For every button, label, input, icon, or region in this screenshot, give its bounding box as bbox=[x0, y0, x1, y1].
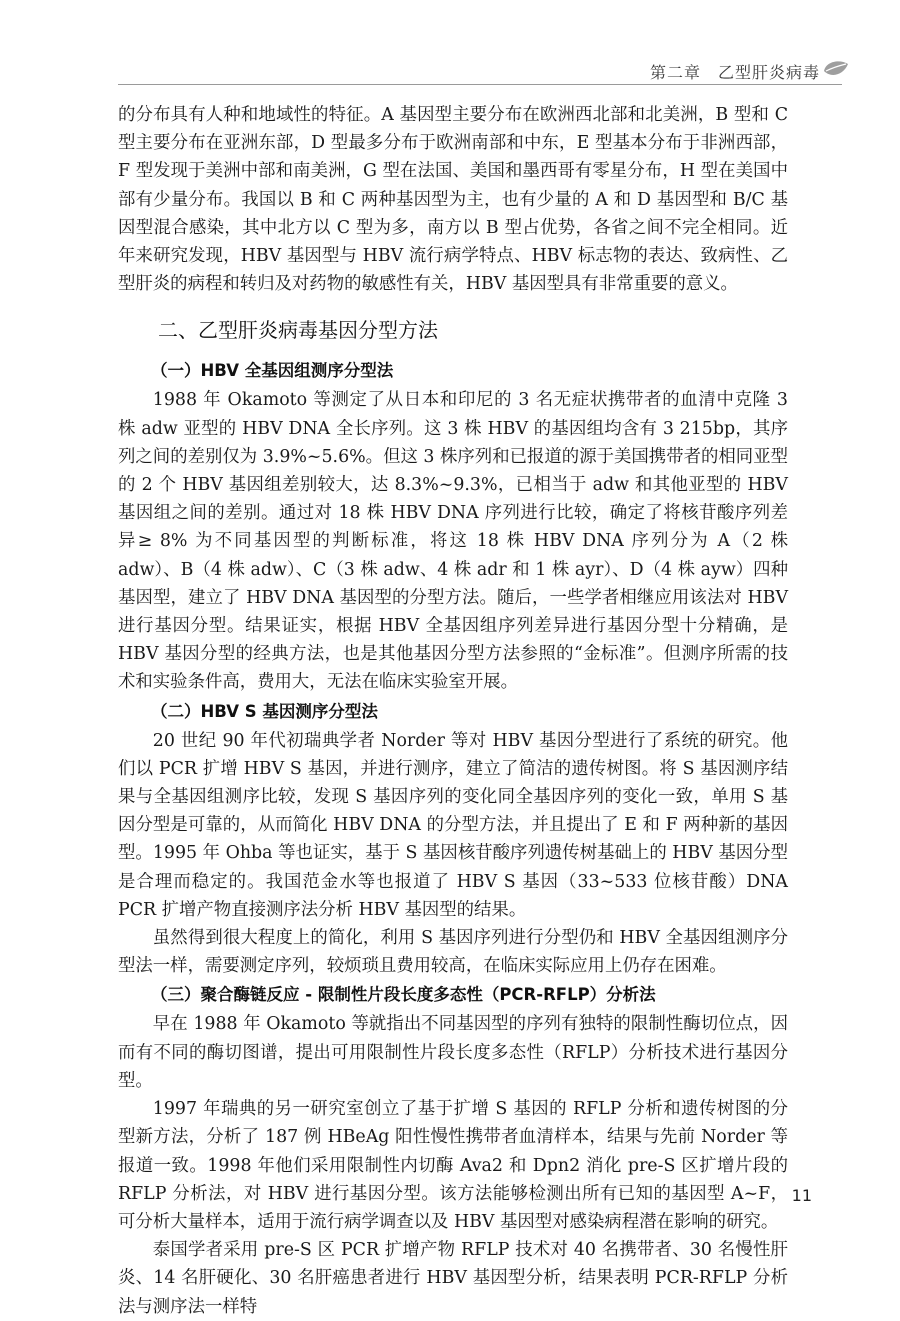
paragraph-4: 早在 1988 年 Okamoto 等就指出不同基因型的序列有独特的限制性酶切位点，因而有不同的酶切图谱，提出可用限制性片段长度多态性（RFLP）分析技术进行基因分型。 bbox=[118, 1014, 788, 1091]
paragraph-1: 1988 年 Okamoto 等测定了从日本和印尼的 3 名无症状携带者的血清中克隆 3 株 adw 亚型的 HBV DNA 全长序列。这 3 株 HBV 的基因组均含有 3 215bp，其序列之间的差别仅为 3.9%~5.6%。但这 3 株序列和已报道的源于美国携带者的相同亚型的 2 个 HBV 基因组差别较大，达 8.3%~9.3%，已相当于 adw 和其他亚型的 HBV 基因组之间的差别。通过对 18 株 HBV DNA 序列进行比较，确定了将核苷酸序列差异≥ 8% 为不同基因型的判断标准，将这 18 株 HBV DNA 序列分为 A（2 株 adw）、B（4 株 adw）、C（3 株 adw、4 株 adr 和 1 株 ayr）、D（4 株 ayw）四种基因型，建立了 HBV DNA 基因型的分型方法。随后，一些学者相继应用该法对 HBV 进行基因分型。结果证实，根据 HBV 全基因组序列差异进行基因分型十分精确，是 HBV 基因分型的经典方法，也是其他基因分型方法参照的“金标准”。但测序所需的技术和实验条件高，费用大，无法在临床实验室开展。 bbox=[118, 390, 788, 693]
paragraph-intro: 的分布具有人种和地域性的特征。A 基因型主要分布在欧洲西北部和北美洲，B 型和 C 型主要分布在亚洲东部，D 型最多分布于欧洲南部和中东，E 型基本分布于非洲西部，F 型发现于美洲中部和南美洲，G 型在法国、美国和墨西哥有零星分布，H 型在美国中部有少量分布。我国以 B 和 C 两种基因型为主，也有少量的 A 和 D 基因型和 B/C 基因型混合感染，其中北方以 C 型为多，南方以 B 型占优势，各省之间不完全相同。近年来研究发现，HBV 基因型与 HBV 流行病学特点、HBV 标志物的表达、致病性、乙型肝炎的病程和转归及对药物的敏感性有关，HBV 基因型具有非常重要的意义。 bbox=[118, 105, 788, 295]
subsection-title-3: （三）聚合酶链反应 - 限制性片段长度多态性（PCR-RFLP）分析法 bbox=[151, 985, 656, 1005]
leaf-icon bbox=[822, 58, 850, 80]
running-head: 第二章 乙型肝炎病毒 bbox=[649, 63, 820, 82]
paragraph-2: 20 世纪 90 年代初瑞典学者 Norder 等对 HBV 基因分型进行了系统的研究。他们以 PCR 扩增 HBV S 基因，并进行测序，建立了简洁的遗传树图。将 S 基因测序结果与全基因组测序比较，发现 S 基因序列的变化同全基因序列的变化一致，单用 S 基因分型是可靠的，从而简化 HBV DNA 的分型方法，并且提出了 E 和 F 两种新的基因型。1995 年 Ohba 等也证实，基于 S 基因核苷酸序列遗传树基础上的 HBV 基因分型是合理而稳定的。我国范金水等也报道了 HBV S 基因（33~533 位核苷酸）DNA PCR 扩增产物直接测序法分析 HBV 基因型的结果。 bbox=[118, 730, 788, 920]
subsection-title-1: （一）HBV 全基因组测序分型法 bbox=[151, 361, 394, 381]
page-header bbox=[0, 0, 900, 88]
section-title: 二、乙型肝炎病毒基因分型方法 bbox=[158, 318, 438, 343]
page-number: 11 bbox=[791, 1186, 812, 1205]
page-body bbox=[118, 101, 788, 1321]
paragraph-3: 虽然得到很大程度上的简化，利用 S 基因序列进行分型仍和 HBV 全基因组测序分型法一样，需要测定序列，较烦琐且费用较高，在临床实际应用上仍存在困难。 bbox=[118, 928, 788, 977]
paragraph-6: 泰国学者采用 pre-S 区 PCR 扩增产物 RFLP 技术对 40 名携带者、30 名慢性肝炎、14 名肝硬化、30 名肝癌患者进行 HBV 基因型分析，结果表明 PCR-RFLP 分析法与测序法一样特 bbox=[118, 1240, 788, 1317]
header-rule bbox=[118, 84, 842, 85]
subsection-title-2: （二）HBV S 基因测序分型法 bbox=[151, 701, 378, 721]
paragraph-5: 1997 年瑞典的另一研究室创立了基于扩增 S 基因的 RFLP 分析和遗传树图的分型新方法，分析了 187 例 HBeAg 阳性慢性携带者血清样本，结果与先前 Norder 等报道一致。1998 年他们采用限制性内切酶 Ava2 和 Dpn2 消化 pre-S 区扩增片段的 RFLP 分析法，对 HBV 进行基因分型。该方法能够检测出所有已知的基因型 A~F，可分析大量样本，适用于流行病学调查以及 HBV 基因型对感染病程潜在影响的研究。 bbox=[118, 1099, 788, 1232]
